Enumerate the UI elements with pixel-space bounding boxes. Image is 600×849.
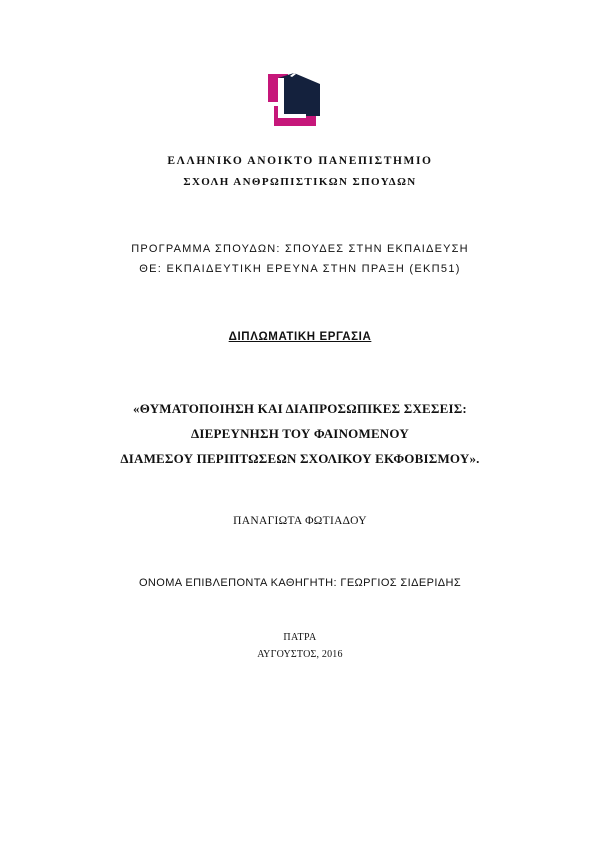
thesis-title-line: ΔΙΕΡΕΥΝΗΣΗ ΤΟΥ ΦΑΙΝΟΜΕΝΟΥ: [191, 426, 409, 441]
document-type-heading: ΔΙΠΛΩΜΑΤΙΚΗ ΕΡΓΑΣΙΑ: [228, 331, 372, 343]
thesis-title-line: ΔΙΑΜΕΣΟΥ ΠΕΡΙΠΤΩΣΕΩΝ ΣΧΟΛΙΚΟΥ ΕΚΦΟΒΙΣΜΟΥ».: [120, 451, 480, 466]
eap-logo-icon: [266, 72, 322, 128]
author-name: ΠΑΝΑΓΙΩΤΑ ΦΩΤΙΑΔΟΥ: [233, 515, 367, 527]
programme-name: ΠΡΟΓΡΑΜΜΑ ΣΠΟΥΔΩΝ: ΣΠΟΥΔΕΣ ΣΤΗΝ ΕΚΠΑΙΔΕΥΣΗ: [131, 243, 469, 255]
school-name: ΣΧΟΛΗ ΑΝΘΡΩΠΙΣΤΙΚΩΝ ΣΠΟΥΔΩΝ: [183, 176, 417, 188]
thesis-title-line: «ΘΥΜΑΤΟΠΟΙΗΣΗ ΚΑΙ ΔΙΑΠΡΟΣΩΠΙΚΕΣ ΣΧΕΣΕΙΣ:: [133, 401, 467, 416]
date: ΑΥΓΟΥΣΤΟΣ, 2016: [257, 649, 343, 660]
city: ΠΑΤΡΑ: [283, 632, 317, 643]
module-name: ΘΕ: ΕΚΠΑΙΔΕΥΤΙΚΗ ΕΡΕΥΝΑ ΣΤΗΝ ΠΡΑΞΗ (ΕΚΠ51): [139, 263, 461, 275]
supervisor-line: ΟΝΟΜΑ ΕΠΙΒΛΕΠΟΝΤΑ ΚΑΘΗΓΗΤΗ: ΓΕΩΡΓΙΟΣ ΣΙΔΕΡΙΔΗΣ: [138, 577, 462, 589]
university-name: ΕΛΛΗΝΙΚΟ ΑΝΟΙΚΤΟ ΠΑΝΕΠΙΣΤΗΜΙΟ: [167, 155, 433, 167]
